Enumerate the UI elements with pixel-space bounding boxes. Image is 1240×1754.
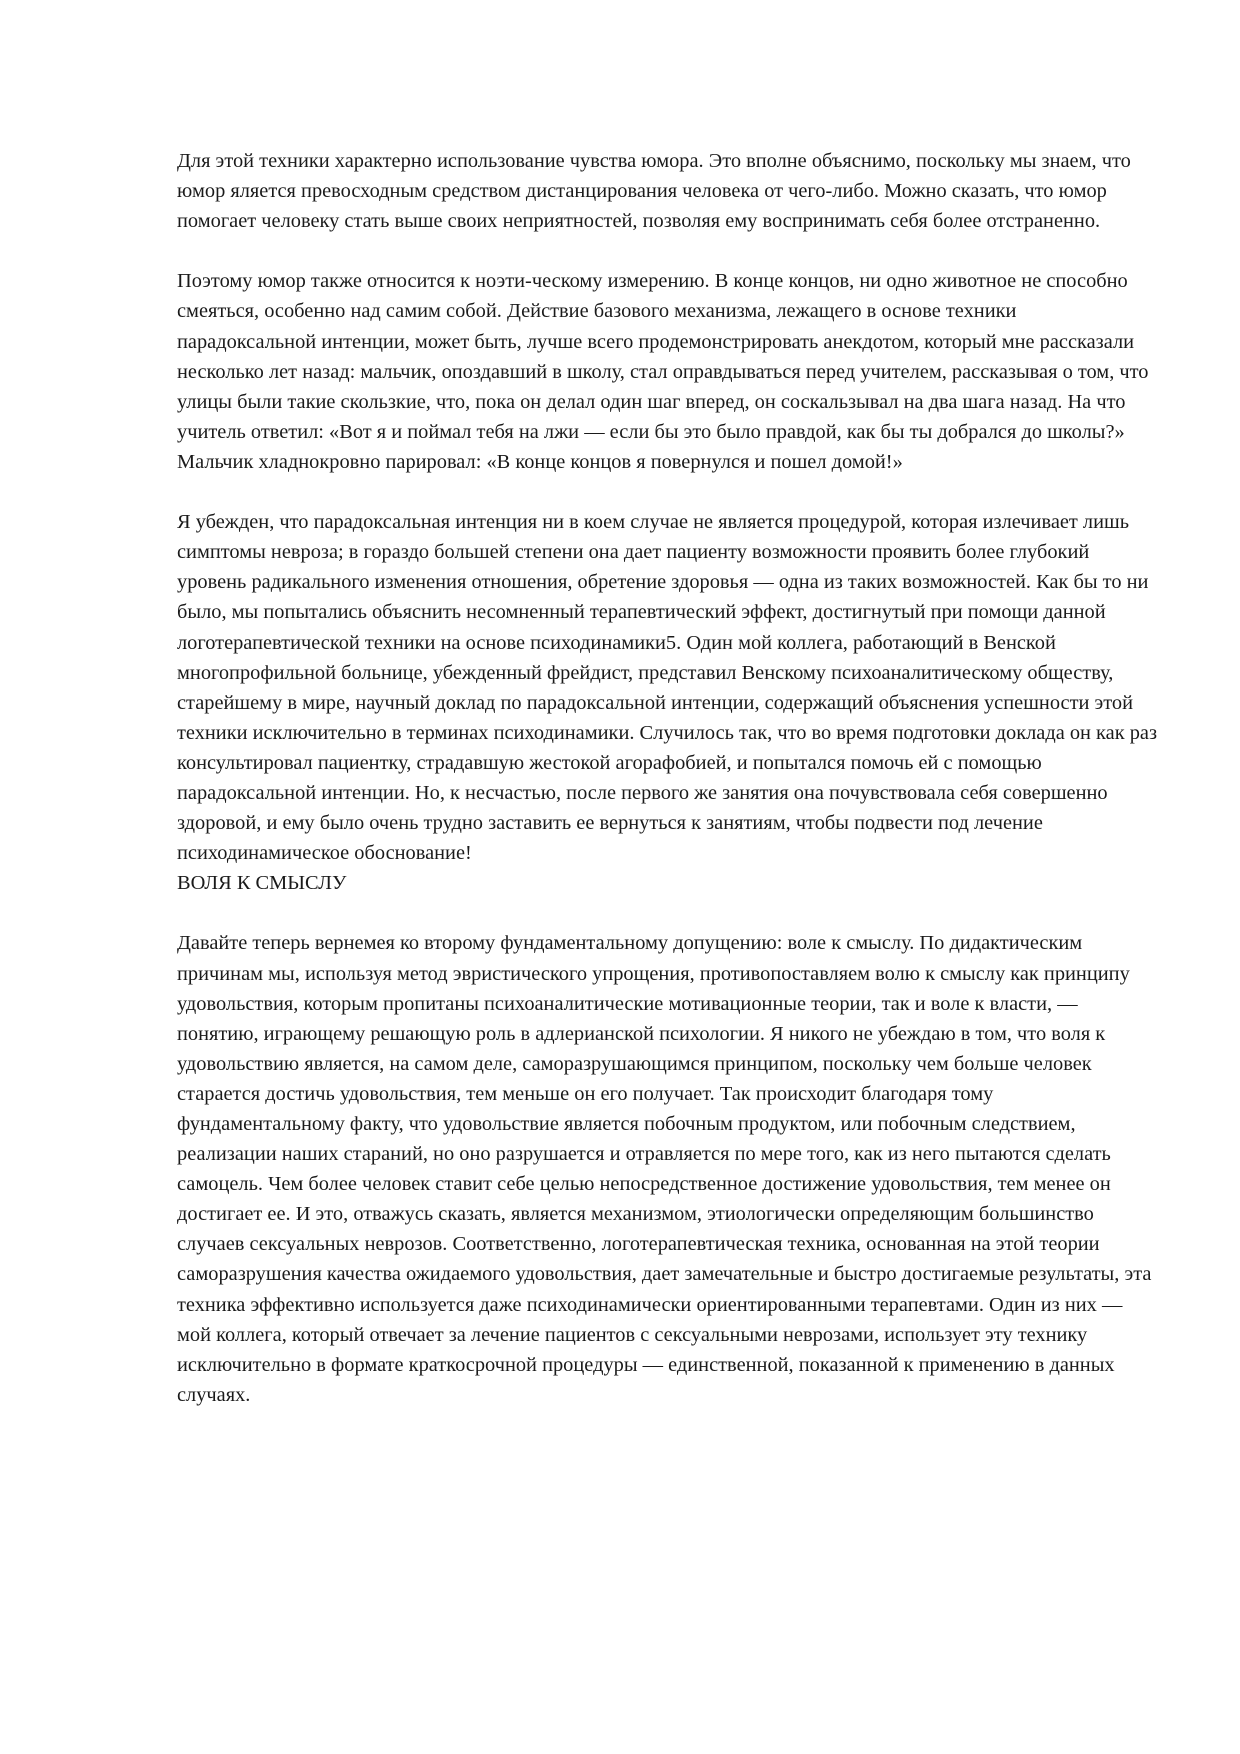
paragraph-anecdote: Поэтому юмор также относится к ноэти-ческому измерению. В конце концов, ни одно животное не способно смеяться, особенно над самим собой. Действие базового механизма, лежащего в основе техники парадоксальной интенции, может быть, лучше всего продемонстрировать анекдотом, который мне рассказали несколько лет назад: мальчик, опоздавший в школу, стал оправдываться перед учителем, рассказывая о том, что улицы были такие скользкие, что, пока он делал один шаг вперед, он соскальзывал на два шага назад. На что учитель ответил: «Вот я и поймал тебя на лжи — если бы это было правдой, как бы ты добрался до школы?» Мальчик хладнокровно парировал: «В конце концов я повернулся и пошел домой!» [177, 270, 1149, 473]
paragraph-will-to-meaning: Давайте теперь вернемея ко второму фундаментальному допущению: воле к смыслу. По дидактическим причинам мы, используя метод эвристического упрощения, противопоставляем волю к смыслу как принципу удовольствия, которым пропитаны психоаналитические мотивационные теории, так и воле к власти, — понятию, играющему решающую роль в адлерианской психологии. Я никого не убеждаю в том, что воля к удовольствию является, на самом деле, саморазрушающимся принципом, поскольку чем больше человек старается достичь удовольствия, тем меньше он его получает. Так происходит благодаря тому фундаментальному факту, что удовольствие является побочным продуктом, или побочным следствием, реализации наших стараний, но оно разрушается и отравляется по мере того, как из него пытаются сделать самоцель. Чем более человек ставит себе целью непосредственное достижение удовольствия, тем менее он достигает ее. И это, отважусь сказать, является механизмом, этиологически определяющим большинство случаев сексуальных неврозов. Соответственно, логотерапевтическая техника, основанная на этой теории саморазрушения качества ожидаемого удовольствия, дает замечательные и быстро достигаемые результаты, эта техника эффективно используется даже психодинамически ориентированными терапевтами. Один из них — мой коллега, который отвечает за лечение пациентов с сексуальными неврозами, использует эту технику исключительно в формате краткосрочной процедуры — единственной, показанной к применению в данных случаях. [177, 932, 1152, 1406]
document-page [177, 146, 1157, 1410]
paragraph-humor: Для этой техники характерно использование чувства юмора. Это вполне объяснимо, поскольку мы знаем, что юмор яляется превосходным средством дистанцирования человека от чего-либо. Можно сказать, что юмор помогает человеку стать выше своих неприятностей, позволяя ему воспринимать себя более отстраненно. [177, 150, 1131, 233]
paragraph-paradoxical-intention: Я убежден, что парадоксальная интенция ни в коем случае не является процедурой, которая излечивает лишь симптомы невроза; в гораздо большей степени она дает пациенту возможности проявить более глубокий уровень радикального изменения отношения, обретение здоровья — одна из таких возможностей. Как бы то ни было, мы попытались объяснить несомненный терапевтический эффект, достигнутый при помощи данной логотерапевтической техники на основе психодинамики5. Один мой коллега, работающий в Венской многопрофильной больнице, убежденный фрейдист, представил Венскому психоаналитическому обществу, старейшему в мире, научный доклад по парадоксальной интенции, содержащий объяснения успешности этой техники исключительно в терминах психодинамики. Случилось так, что во время подготовки доклада он как раз консультировал пациентку, страдавшую жестокой агорафобией, и попытался помочь ей с помощью парадоксальной интенции. Но, к несчастью, после первого же занятия она почувствовала себя совершенно здоровой, и ему было очень трудно заставить ее вернуться к занятиям, чтобы подвести под лечение психодинамическое обоснование! [177, 511, 1158, 865]
section-heading: ВОЛЯ К СМЫСЛУ [177, 872, 347, 895]
